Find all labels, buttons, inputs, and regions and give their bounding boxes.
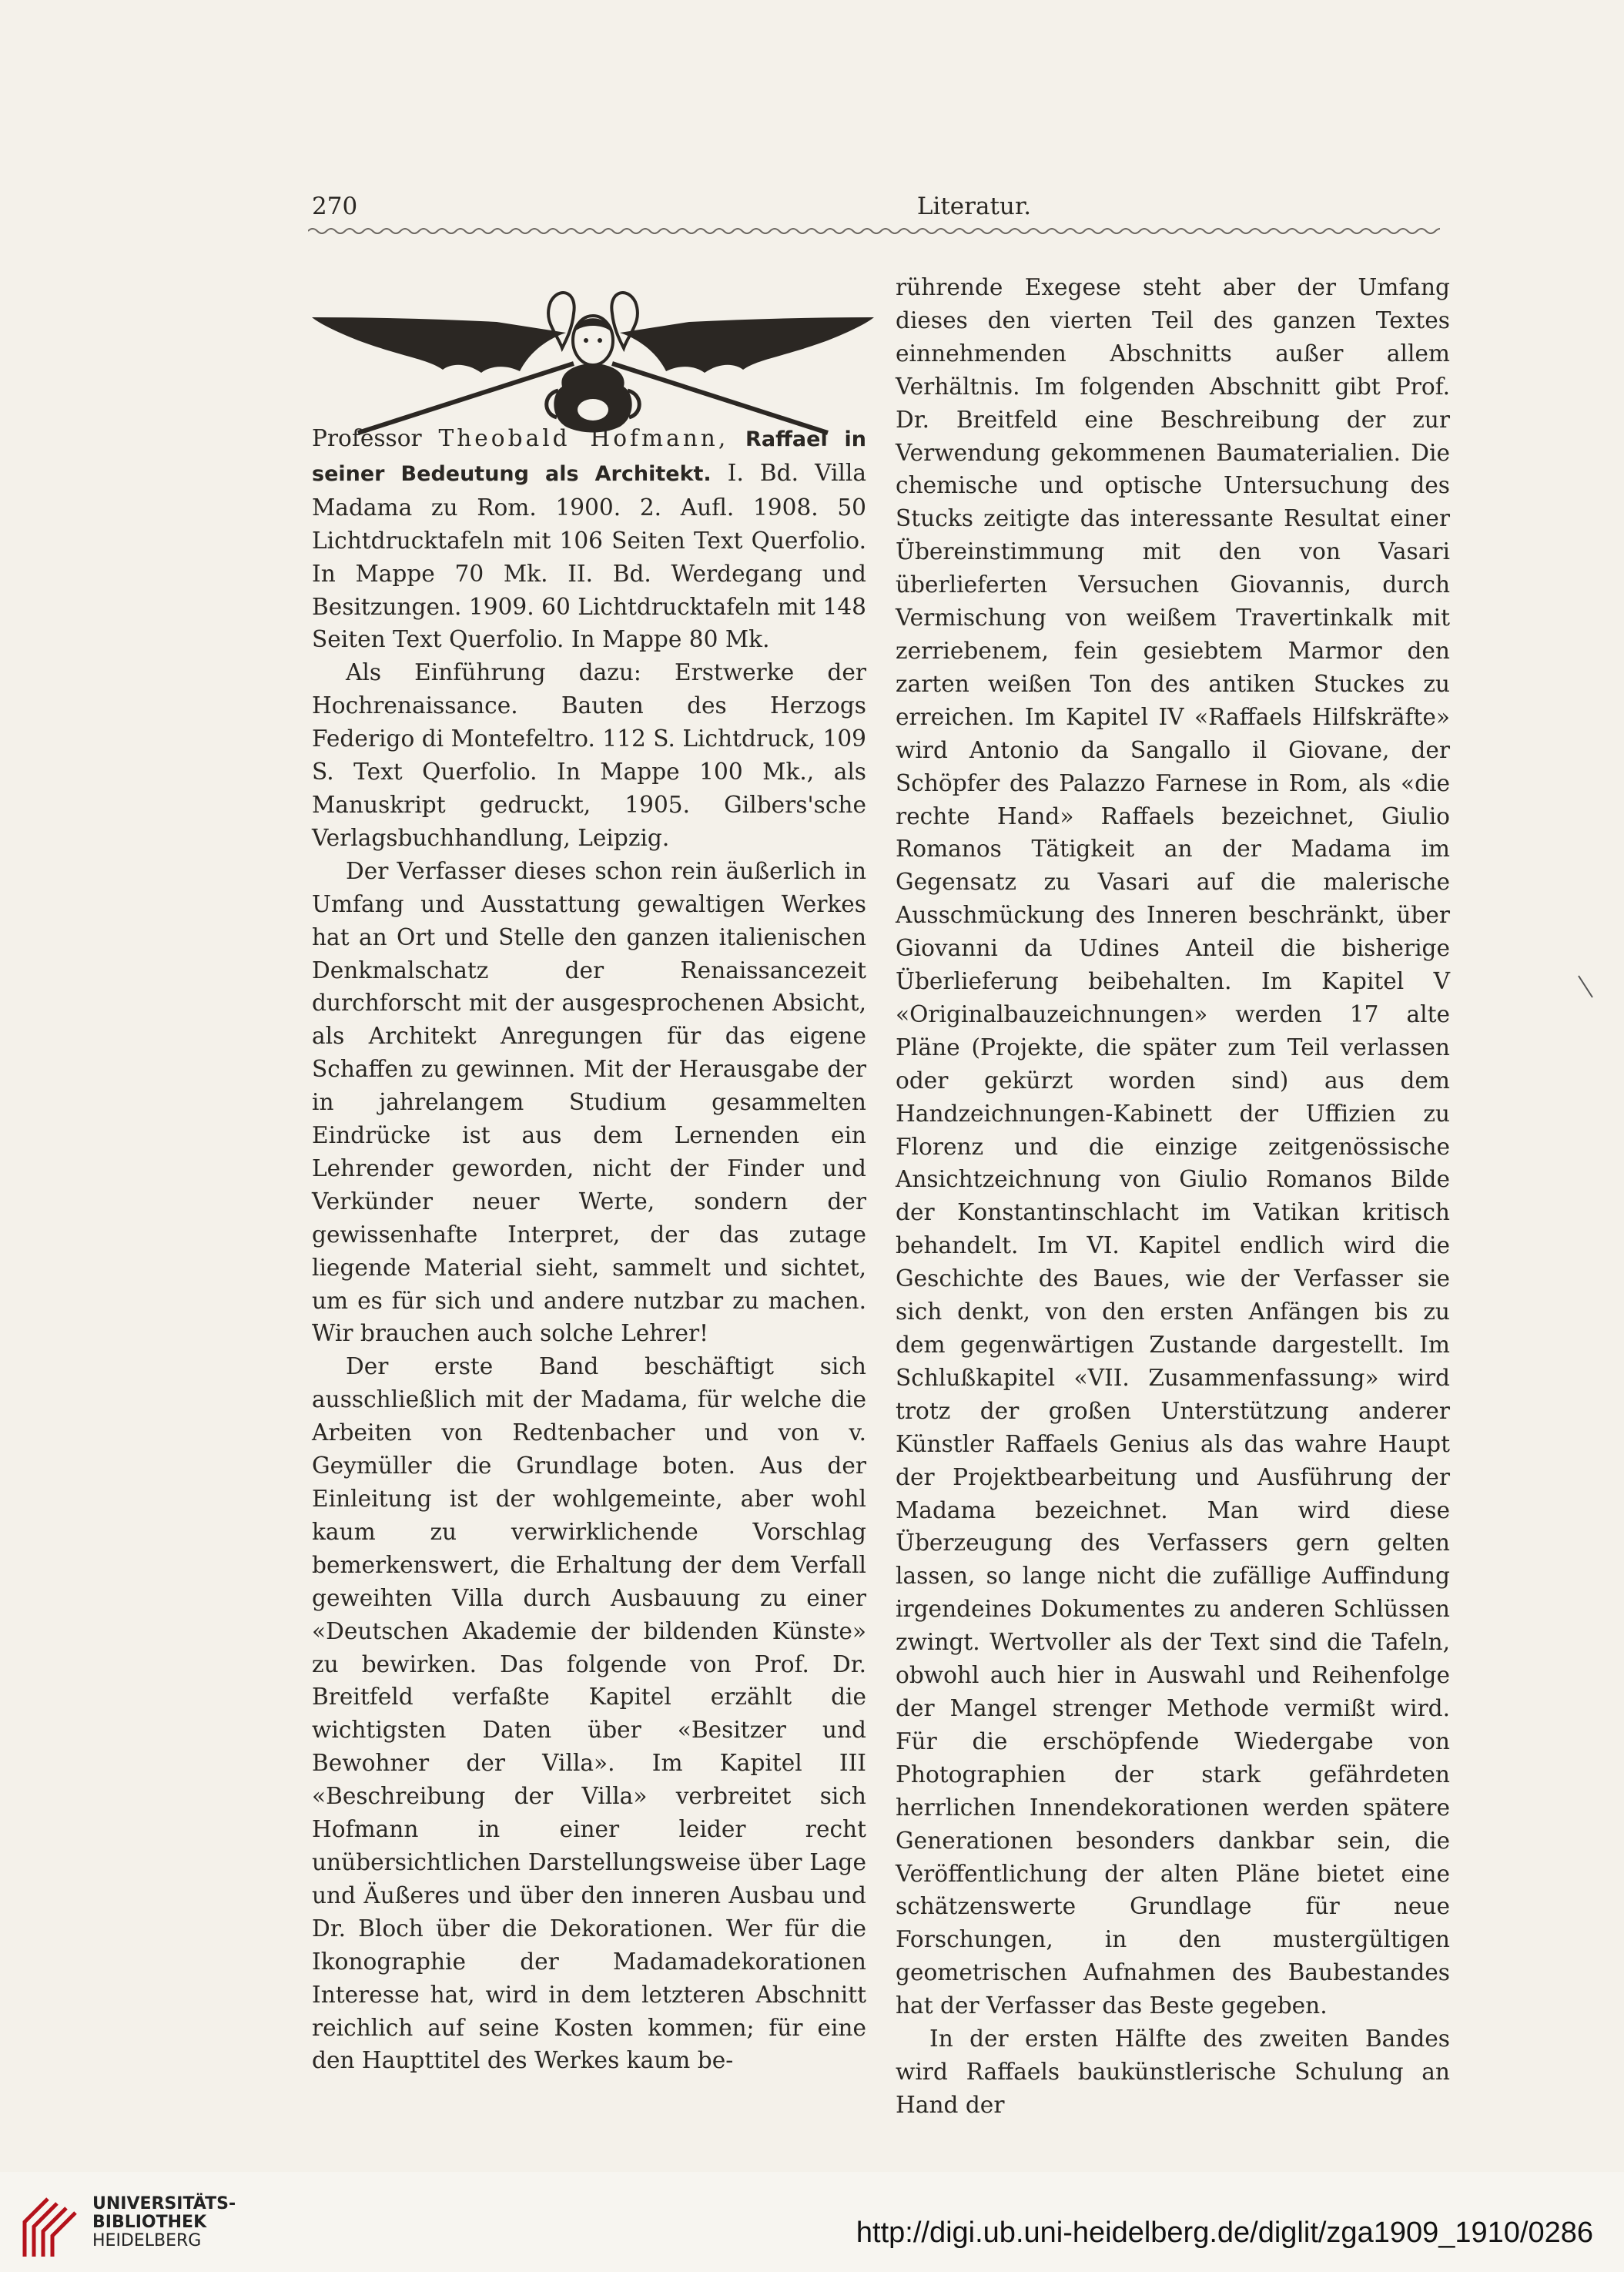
winged-figure-ornament-icon: [312, 287, 874, 437]
review-heading: [312, 422, 866, 656]
library-name-line-1: UNIVERSITÄTS-: [92, 2194, 236, 2213]
wavy-rule-divider: [308, 225, 1440, 237]
university-library-logo-icon: [17, 2191, 86, 2260]
library-name-line-2: BIBLIOTHEK: [92, 2213, 207, 2232]
bibliographic-details: I. Bd. Villa Madama zu Rom. 1900. 2. Aufl. 1908. 50 Lichtdrucktafeln mit 106 Seiten Text Querfolio. In Mappe 70 Mk. II. Bd. Werdegang und Besitzungen. 1909. 60 Lichtdrucktafeln mit 148 Seiten Text Querfolio. In Mappe 80 Mk.: [312, 459, 866, 653]
paragraph-second-volume: In der ersten Hälfte des zweiten Bandes wird Raffaels baukünstlerische Schulung an Hand der: [896, 2026, 1450, 2118]
author-name: Theobald Hofmann,: [438, 425, 729, 451]
paragraph-introduction: Als Einführung dazu: Erstwerke der Hochrenaissance. Bauten des Herzogs Federigo di Montefeltro. 112 S. Lichtdruck, 109 S. Text Querfolio. In Mappe 100 Mk., als Manuskript gedruckt, 1905. Gilbers'sche Verlagsbuchhandlung, Leipzig.: [312, 659, 866, 851]
library-name: [92, 2195, 236, 2250]
paragraph-author-intent: Der Verfasser dieses schon rein äußerlich in Umfang und Ausstattung gewaltigen Werkes hat an Ort und Stelle den ganzen italienischen Denkmalschatz der Renaissancezeit durchforscht mit der ausgesprochenen Absicht, als Architekt Anregungen für das eigene Schaffen zu gewinnen. Mit der Herausgabe der in jahrelangem Studium gesammelten Eindrücke ist aus dem Lernenden ein Lehrender geworden, nicht der Finder und Verkünder neuer Werte, sondern der gewissenhafte Interpret, der das zutage liegende Material sieht, sammelt und sichtet, um es für sich und andere nutzbar zu machen. Wir brauchen auch solche Lehrer!: [312, 857, 866, 1347]
paragraph-first-volume: Der erste Band beschäftigt sich ausschließlich mit der Madama, für welche die Arbeiten von Redtenbacher und von v. Geymüller die Grundlage boten. Aus der Einleitung ist der wohlgemeinte, aber wohl kaum zu verwirklichende Vorschlag bemerkenswert, die Erhaltung der dem Verfall geweihten Villa durch Ausbauung zu einer «Deutschen Akademie der bildenden Künste» zu bewirken. Das folgende von Prof. Dr. Breitfeld verfaßte Kapitel erzählt die wichtigsten Daten über «Besitzer und Bewohner der Villa». Im Kapitel III «Beschreibung der Villa» verbreitet sich Hofmann in einer leider recht unübersichtlichen Darstellungsweise über Lage und Äußeres und über den inneren Ausbau und Dr. Bloch über die Dekorationen. Wer für die Ikonographie der Madamadekorationen Interesse hat, wird in dem letzteren Abschnitt reichlich auf seine Kosten kommen; für eine den Haupttitel des Werkes kaum be-: [312, 1353, 866, 2074]
paragraph-continuation: rührende Exegese steht aber der Umfang dieses den vierten Teil des ganzen Textes einnehmenden Abschnitts außer allem Verhältnis. Im folgenden Abschnitt gibt Prof. Dr. Breitfeld eine Beschreibung der zur Verwendung gekommenen Baumaterialien. Die chemische und optische Untersuchung des Stucks zeitigte das interessante Resultat einer Übereinstimmung mit den von Vasari überlieferten Versuchen Giovannis, durch Vermischung von weißem Travertinkalk mit zerriebenem, fein gesiebtem Marmor den zarten weißen Ton des antiken Stuckes zu erreichen. Im Kapitel IV «Raffaels Hilfskräfte» wird Antonio da Sangallo il Giovane, der Schöpfer des Palazzo Farnese in Rom, als «die rechte Hand» Raffaels bezeichnet, Giulio Romanos Tätigkeit an der Madama im Gegensatz zu Vasari auf die malerische Ausschmückung des Inneren beschränkt, über Giovanni da Udines Anteil die bisherige Überlieferung beibehalten. Im Kapitel V «Originalbauzeichnungen» werden 17 alte Pläne (Projekte, die später zum Teil verlassen oder gekürzt worden sind) aus dem Handzeichnungen-Kabinett der Uffizien zu Florenz und die einzige zeitgenössische Ansichtzeichnung von Giulio Romanos Bilde der Konstantinschlacht im Vatikan kritisch behandelt. Im VI. Kapitel endlich wird die Geschichte des Baues, wie der Verfasser sie sich denkt, von den ersten Anfängen bis zu dem gegenwärtigen Zustande dargestellt. Im Schlußkapitel «VII. Zusammenfassung» wird trotz der großen Unterstützung anderer Künstler Raffaels Genius als das wahre Haupt der Projektbearbeitung und Ausführung der Madama bezeichnet. Man wird diese Überzeugung des Verfassers gern gelten lassen, so lange nicht die zufällige Auffindung irgendeines Dokumentes zu anderen Schlüssen zwingt. Wertvoller als der Text sind die Tafeln, obwohl auch hier in Auswahl und Reihenfolge der Mangel strenger Methode vermißt wird. Für die erschöpfende Wiedergabe von Photographien der stark gefährdeten herrlichen Innendekorationen werden spätere Generationen besonders dankbar sein, die Veröffentlichung der alten Pläne bietet eine schätzenswerte Grundlage für neue Forschungen, in den mustergültigen geometrischen Aufnahmen des Baubestandes hat der Verfasser das Beste gegeben.: [896, 274, 1450, 2019]
running-title: Literatur.: [916, 193, 1032, 220]
library-name-line-3: HEIDELBERG: [92, 2231, 202, 2250]
heading-prefix: Professor: [312, 425, 439, 451]
page-number: 270: [312, 193, 358, 220]
stray-pencil-mark: [1577, 974, 1596, 1000]
source-url-link[interactable]: http://digi.ub.uni-heidelberg.de/diglit/zga1909_1910/0286: [856, 2217, 1593, 2249]
right-column: [896, 271, 1450, 2122]
book-title: Raffael in seiner Bedeutung als Architekt.: [312, 427, 866, 486]
left-column: [312, 422, 866, 2077]
